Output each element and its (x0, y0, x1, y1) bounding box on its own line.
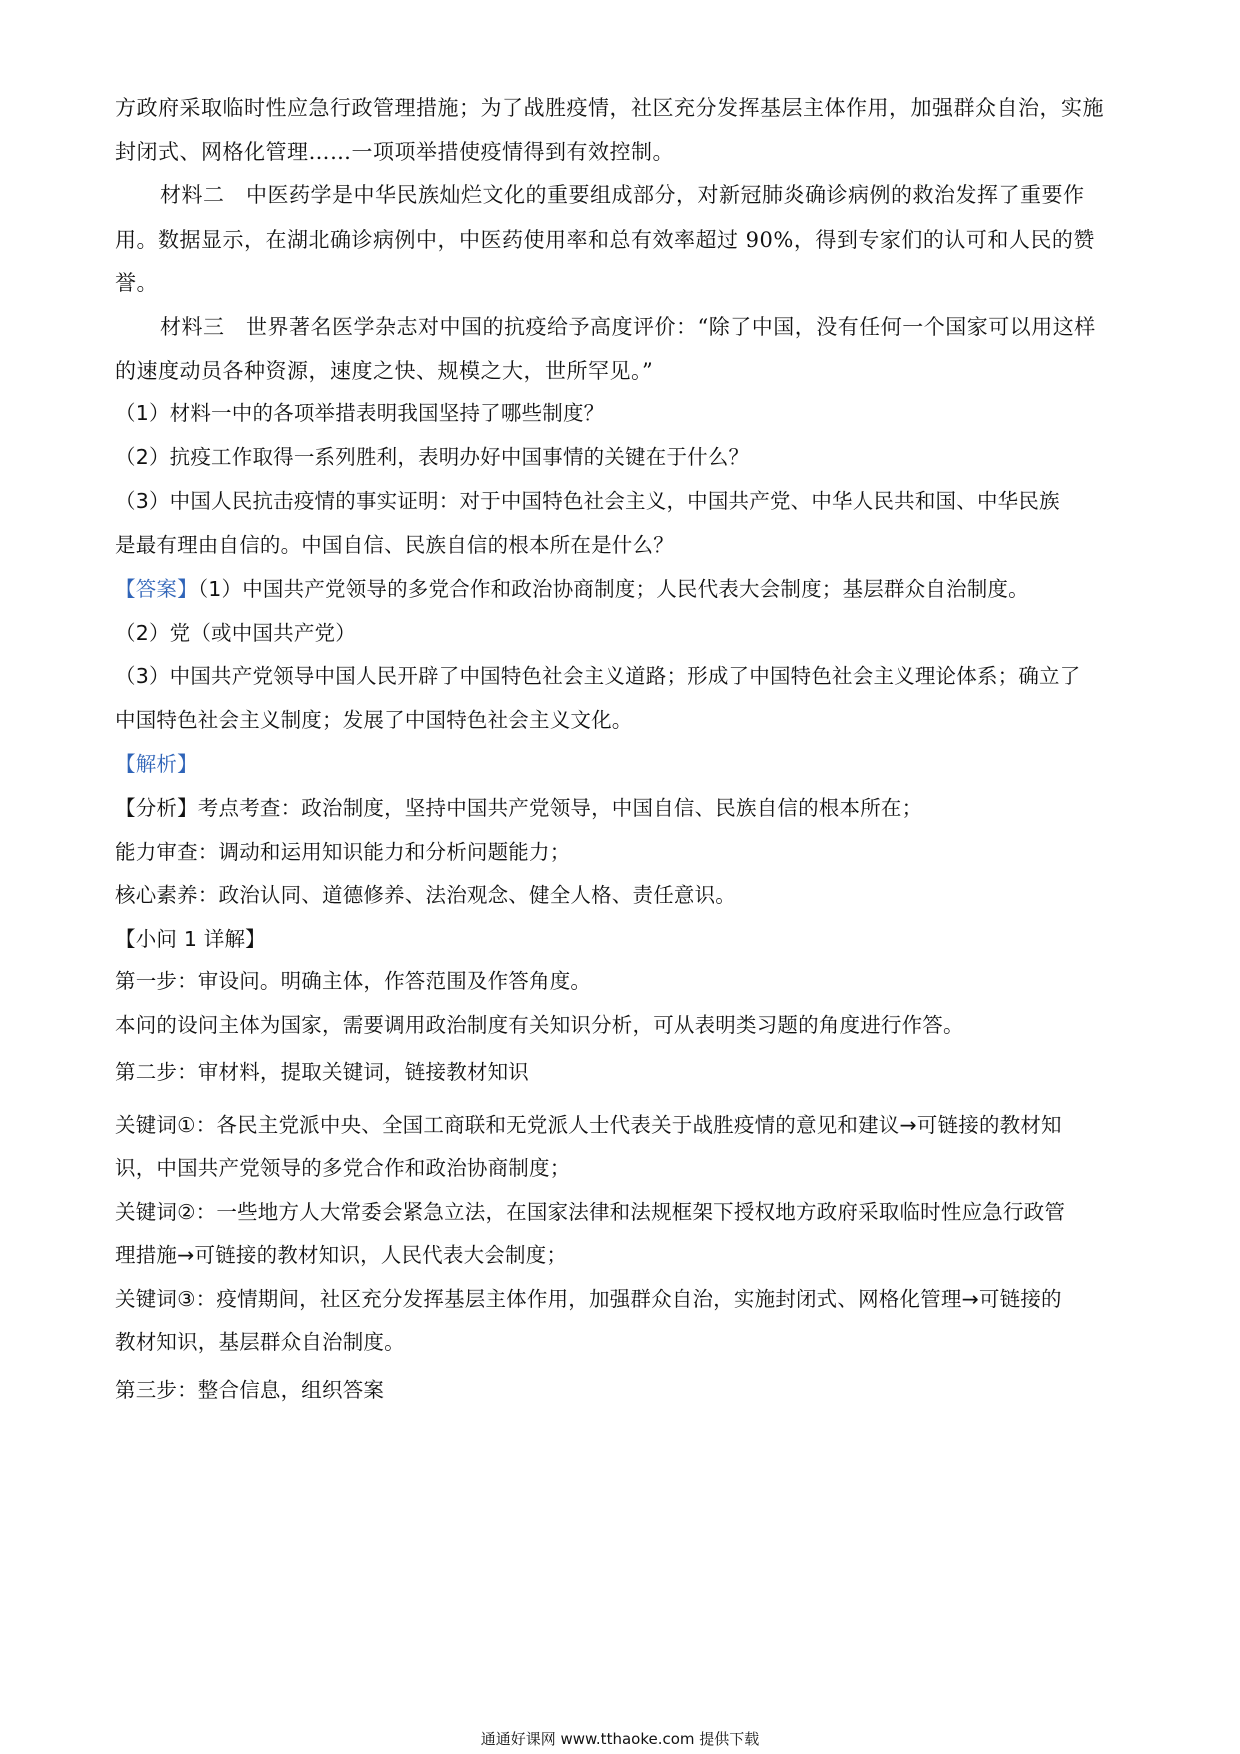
analysis-line: 核心素养：政治认同、道德修养、法治观念、健全人格、责任意识。 (115, 883, 736, 907)
keyword-line: 识，中国共产党领导的多党合作和政治协商制度； (115, 1156, 571, 1180)
analysis-line: 第一步：审设问。明确主体，作答范围及作答角度。 (115, 969, 592, 993)
material-two-text-line: 誉。 (115, 271, 158, 295)
material-three-text-line: 的速度动员各种资源，速度之快、规模之大，世所罕见。” (115, 359, 654, 383)
answer-line-2: （2）党（或中国共产党） (115, 621, 356, 645)
answer-text: （1）中国共产党领导的多党合作和政治协商制度；人民代表大会制度；基层群众自治制度。 (197, 577, 1029, 601)
keyword-line: 教材知识，基层群众自治制度。 (115, 1330, 405, 1354)
material-two-text-line: 材料二 中医药学是中华民族灿烂文化的重要组成部分，对新冠肺炎确诊病例的救治发挥了重要作 (160, 183, 1085, 207)
keyword-line: 关键词③：疫情期间，社区充分发挥基层主体作用，加强群众自治，实施封闭式、网格化管理→可链接的 (115, 1287, 1062, 1311)
keyword-line: 关键词②：一些地方人大常委会紧急立法，在国家法律和法规框架下授权地方政府采取临时性应急行政管 (115, 1200, 1066, 1224)
question-3-line: （3）中国人民抗击疫情的事实证明：对于中国特色社会主义，中国共产党、中华人民共和国、中华民族 (115, 489, 1060, 513)
material-one-text-line: 封闭式、网格化管理……一项项举措使疫情得到有效控制。 (115, 140, 674, 164)
analysis-line: 能力审查：调动和运用知识能力和分析问题能力； (115, 840, 571, 864)
material-three-text-line: 材料三 世界著名医学杂志对中国的抗疫给予高度评价：“除了中国，没有任何一个国家可以用这样 (160, 315, 1096, 339)
analysis-tag: 【解析】 (115, 752, 198, 776)
sub-question-heading: 【小问 1 详解】 (115, 927, 266, 951)
analysis-line: 【分析】考点考查：政治制度，坚持中国共产党领导，中国自信、民族自信的根本所在； (115, 796, 923, 820)
material-one-text-line: 方政府采取临时性应急行政管理措施；为了战胜疫情，社区充分发挥基层主体作用，加强群众自治，实施 (115, 96, 1104, 120)
answer-tag: 【答案】 (115, 577, 198, 601)
keyword-line: 关键词①：各民主党派中央、全国工商联和无党派人士代表关于战胜疫情的意见和建议→可链接的教材知 (115, 1113, 1062, 1137)
analysis-line: 第二步：审材料，提取关键词，链接教材知识 (115, 1060, 529, 1084)
keyword-line: 理措施→可链接的教材知识，人民代表大会制度； (115, 1243, 568, 1267)
analysis-line: 本问的设问主体为国家，需要调用政治制度有关知识分析，可从表明类习题的角度进行作答。 (115, 1013, 964, 1037)
material-two-text-line: 用。数据显示，在湖北确诊病例中，中医药使用率和总有效率超过 90%，得到专家们的认可和人民的赞 (115, 228, 1095, 252)
footer-source-text: 通通好课网 www.tthaoke.com 提供下载 (480, 1730, 760, 1748)
analysis-line: 第三步：整合信息，组织答案 (115, 1378, 385, 1402)
answer-line-4: 中国特色社会主义制度；发展了中国特色社会主义文化。 (115, 708, 633, 732)
question-3-line: 是最有理由自信的。中国自信、民族自信的根本所在是什么？ (115, 533, 674, 557)
question-1: （1）材料一中的各项举措表明我国坚持了哪些制度？ (115, 401, 605, 425)
answer-line-1 (115, 574, 1130, 604)
answer-line-3: （3）中国共产党领导中国人民开辟了中国特色社会主义道路；形成了中国特色社会主义理论体系；确立了 (115, 664, 1081, 688)
question-2: （2）抗疫工作取得一系列胜利，表明办好中国事情的关键在于什么？ (115, 445, 750, 469)
